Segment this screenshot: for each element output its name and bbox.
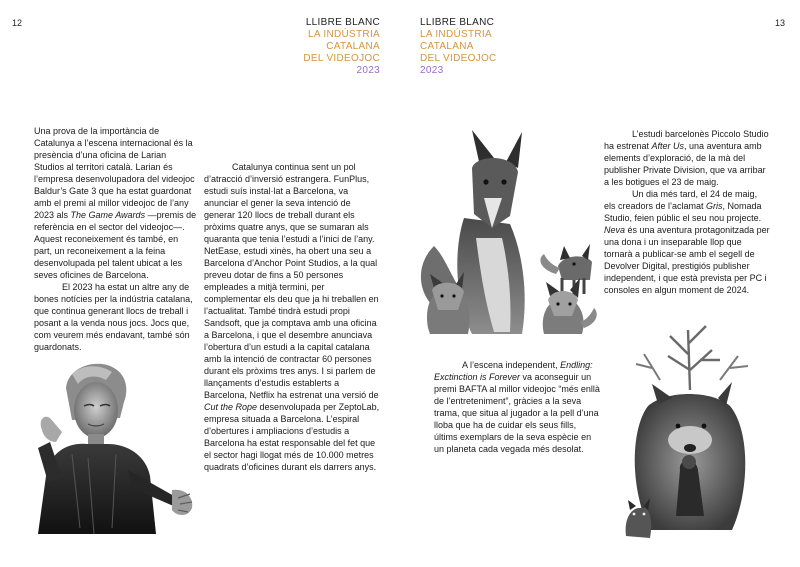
fox-family-illustration	[414, 128, 602, 346]
masthead-subtitle-line: CATALANA	[420, 41, 474, 52]
paragraph: A l’escena independent, Endling: Exctinction is Forever va aconseguir un premi BAFTA al millor videojoc “més enllà de l’entreteniment”, gràcies a la seva trama, que situa al jugador a la pell d’una lloba que ha de cuidar els seus fills, últims exemplars de la seva espècie en un planeta cada vegada més desolat.	[434, 360, 600, 454]
title-the-game-awards: The Game Awards	[70, 210, 146, 220]
paragraph: Catalunya continua sent un pol d’atracció d’inversió estrangera. FunPlus, estudi suís instal·lat a Barcelona, va anunciar el gener la seva intenció de generar 120 llocs de treball durant els pròxims quatre anys, que se sumaran als quaranta que tenia l’estudi a l’inici de l’any. NetEase, estudi xinès, ha obert una seu a Barcelona d’Anchor Point Studios, a la qual preveu dotar de fins a 50 persones empleades a mitjà termini, per complementar els deu que ja hi treballen en l’actualitat. També tindrà estudi propi Sandsoft, que ja comptava amb una oficina a Barcelona, i que el desembre anunciava l’obertura d’un estudi a la capital catalana amb la intenció de contractar 60 persones durant els pròxims tres anys. I si parlem de llançaments d’estudis establerts a Barcelona, Netflix ha estrenat una versió de Cut the Rope desenvolupada per ZeptoLab, empresa situada a Barcelona. L’espiral d’obertures i ampliacions d’estudis a Barcelona ha estat responsable del fet que el sector hagi llogat més de 10.000 metres quadrats d’oficines durant els darrers anys.	[204, 162, 380, 472]
paragraph: El 2023 ha estat un altre any de bones notícies per la indústria catalana, que continua generant llocs de treball i posant a la venda nous jocs. Jocs que, com veurem més endavant, també són guardonats.	[34, 282, 193, 352]
masthead-right	[420, 17, 497, 77]
masthead-subtitle-line: DEL VIDEOJOC	[303, 53, 380, 64]
masthead-subtitle-line: LA INDÚSTRIA	[308, 29, 380, 40]
text-column-2	[204, 161, 380, 473]
paragraph: Una prova de la importància de Catalunya a l’escena internacional és la presència d’una oficina de Larian Studios al territori català. Larian és l’empresa desenvolupadora del videojoc Baldur’s Gate 3 que ha estat guardonat amb el premi al millor videojoc de l’any 2023 als The Game Awards —premis de referència en el sector del videojoc—. Aquest reconeixement és també, en part, un reconeixement a la feina desenvolupada pel talent ubicat a les seves oficines de Barcelona.	[34, 126, 197, 280]
masthead-year: 2023	[356, 65, 380, 76]
title-cut-the-rope: Cut the Rope	[204, 402, 258, 412]
text-column-4	[604, 128, 770, 296]
woman-with-wolf-illustration	[600, 320, 780, 548]
masthead-subtitle-line: DEL VIDEOJOC	[420, 53, 497, 64]
masthead-subtitle-line: CATALANA	[326, 41, 380, 52]
title-after-us: After Us	[651, 141, 685, 151]
masthead-left	[303, 17, 380, 77]
masthead-subtitle-line: LA INDÚSTRIA	[420, 29, 492, 40]
page-number-left: 12	[12, 18, 23, 28]
paragraph: Un dia més tard, el 24 de maig, els creadors de l’aclamat Gris, Nomada Studio, feien públic el seu nou projecte. Neva és una aventura protagonitzada per una dona i un inseparable llop que tornarà a publicar-se amb el segell de Devolver Digital, prestigiós publisher independent, i que està prevista per PC i consoles en algun moment de 2024.	[604, 189, 770, 295]
paragraph: L’estudi barcelonès Piccolo Studio ha estrenat After Us, una aventura amb elements d’exploració, de la mà del publisher Private Division, que va arribar a les botigues el 23 de maig.	[604, 129, 769, 187]
text-column-3	[434, 359, 602, 455]
title-gris: Gris	[706, 201, 723, 211]
page-number-right: 13	[775, 18, 786, 28]
masthead-title: LLIBRE BLANC	[305, 17, 380, 28]
text-column-1	[34, 125, 198, 353]
masthead-year: 2023	[420, 65, 444, 76]
masthead-title: LLIBRE BLANC	[420, 17, 495, 28]
title-endling: Endling: Exctinction is Forever	[434, 360, 593, 382]
title-neva: Neva	[604, 225, 626, 235]
character-illustration	[28, 358, 196, 552]
